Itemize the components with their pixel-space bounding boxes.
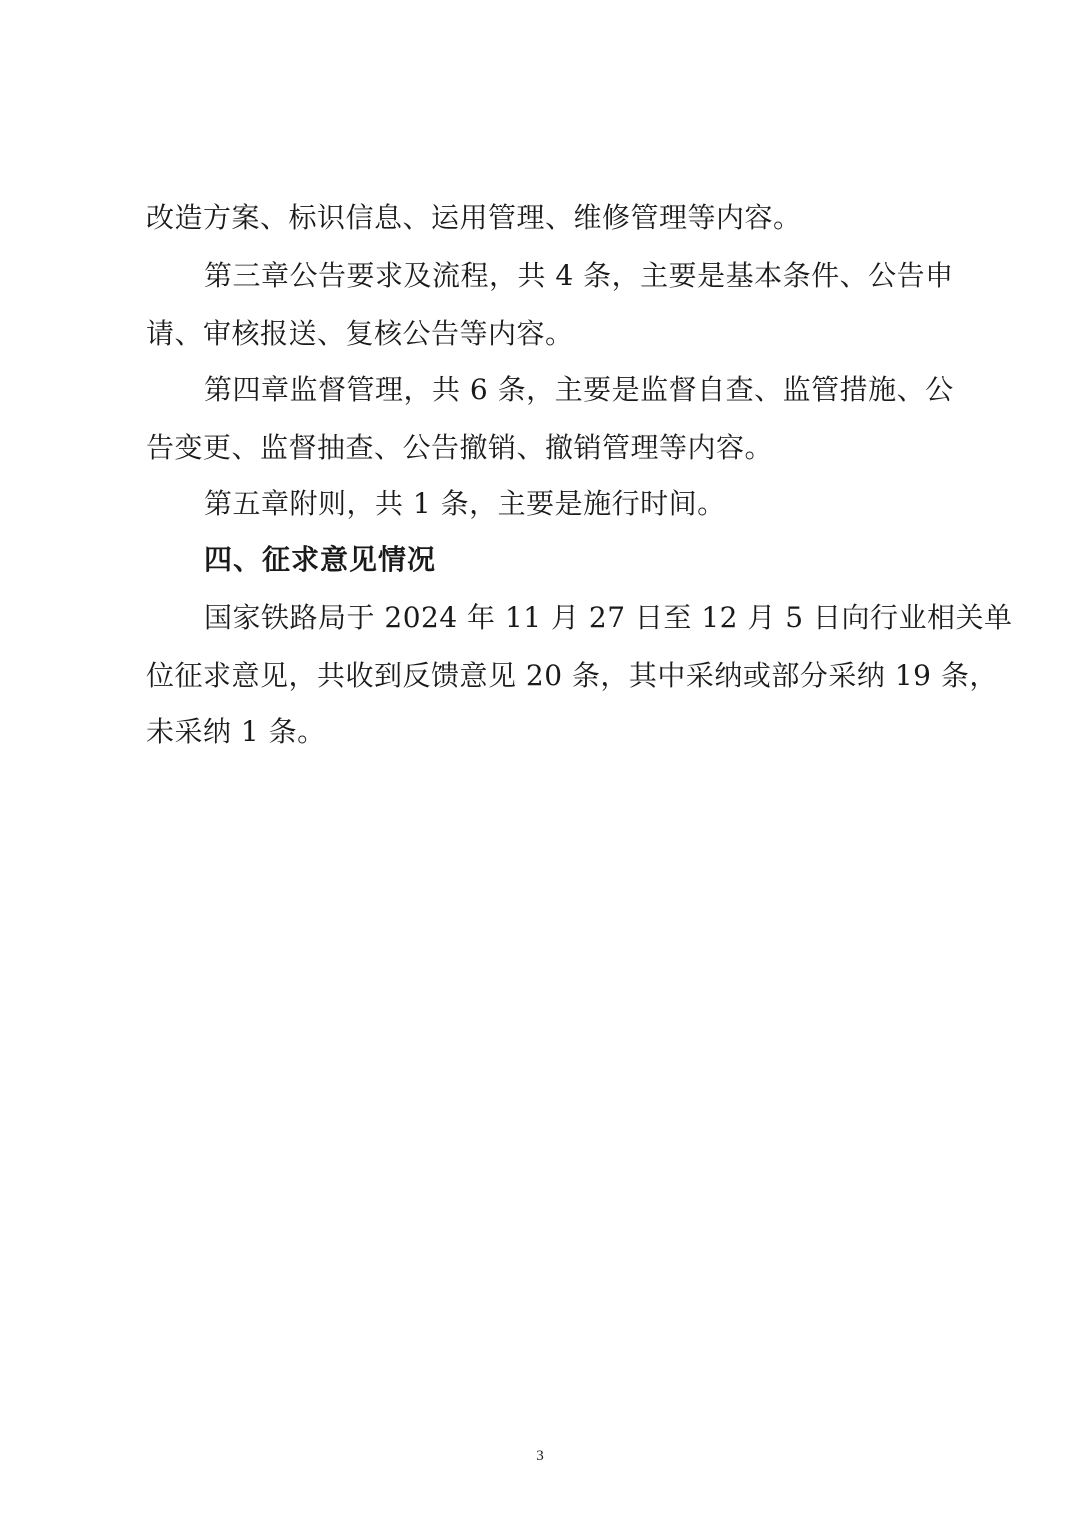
section-heading: 四、征求意见情况	[204, 543, 437, 576]
page-number: 3	[536, 1448, 544, 1464]
paragraph-line: 第四章监督管理，共 6 条，主要是监督自查、监管措施、公	[204, 373, 954, 406]
paragraph-line: 请、审核报送、复核公告等内容。	[146, 317, 574, 350]
paragraph-line: 国家铁路局于 2024 年 11 月 27 日至 12 月 5 日向行业相关单	[204, 601, 1013, 634]
paragraph-line: 第五章附则，共 1 条，主要是施行时间。	[204, 487, 726, 520]
paragraph-line: 告变更、监督抽查、公告撤销、撤销管理等内容。	[146, 431, 774, 464]
paragraph-line: 未采纳 1 条。	[146, 715, 326, 748]
paragraph-line: 位征求意见，共收到反馈意见 20 条，其中采纳或部分采纳 19 条，	[146, 659, 998, 692]
paragraph-line: 第三章公告要求及流程，共 4 条，主要是基本条件、公告申	[204, 259, 954, 292]
paragraph-line: 改造方案、标识信息、运用管理、维修管理等内容。	[146, 201, 802, 234]
